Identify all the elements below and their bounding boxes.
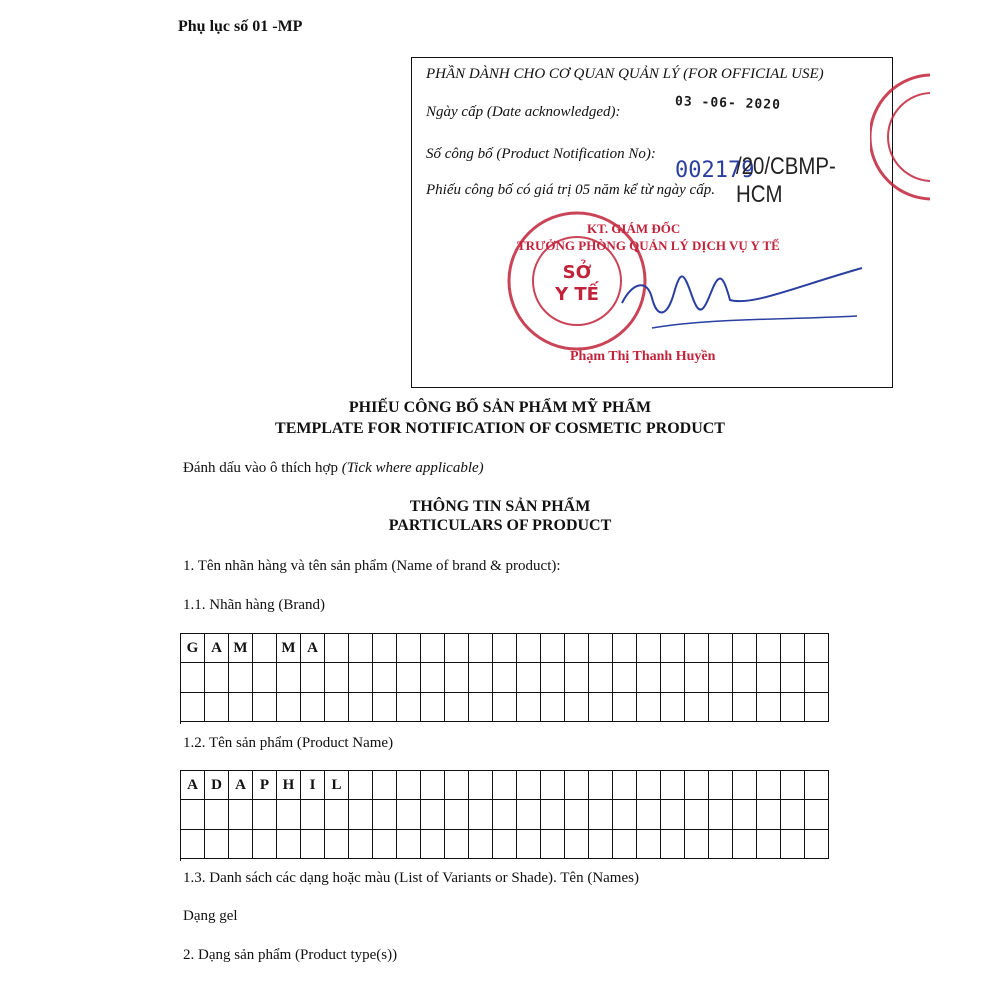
product-name-cell[interactable] <box>589 771 613 800</box>
partial-seal-icon <box>870 62 930 212</box>
item-1-3: 1.3. Danh sách các dạng hoặc màu (List of Variants or Shade). Tên (Names) <box>183 870 639 886</box>
product-name-cell[interactable] <box>205 830 229 859</box>
product-name-cell[interactable] <box>493 830 517 859</box>
brand-cell[interactable] <box>781 663 805 692</box>
product-name-cell[interactable] <box>685 771 709 800</box>
product-name-cell[interactable] <box>805 771 829 800</box>
product-name-cell[interactable] <box>565 800 589 829</box>
product-name-cell[interactable] <box>661 830 685 859</box>
product-name-cell[interactable] <box>805 830 829 859</box>
brand-cell[interactable] <box>805 634 829 663</box>
brand-cell[interactable] <box>805 663 829 692</box>
product-name-cell[interactable] <box>421 771 445 800</box>
product-name-cell[interactable] <box>781 800 805 829</box>
brand-cell[interactable] <box>277 693 301 722</box>
product-name-grid[interactable] <box>180 770 829 861</box>
product-name-cell[interactable]: H <box>277 771 301 800</box>
product-name-cell[interactable] <box>517 830 541 859</box>
product-name-cell[interactable]: D <box>205 771 229 800</box>
annex-label: Phụ lục số 01 -MP <box>178 18 303 35</box>
product-name-cell[interactable] <box>421 830 445 859</box>
svg-text:Y TẾ: Y TẾ <box>555 284 599 305</box>
product-name-cell[interactable] <box>709 830 733 859</box>
product-name-cell[interactable] <box>733 830 757 859</box>
brand-cell[interactable] <box>445 663 469 692</box>
tick-instruction-en: (Tick where applicable) <box>341 460 484 476</box>
brand-cell[interactable] <box>397 693 421 722</box>
brand-cell[interactable] <box>253 693 277 722</box>
tick-instruction-vi: Đánh dấu vào ô thích hợp <box>183 460 342 476</box>
brand-cell[interactable] <box>781 693 805 722</box>
date-acknowledged-value: 03 -06- 2020 <box>674 94 782 113</box>
brand-cell[interactable] <box>397 663 421 692</box>
brand-cell[interactable] <box>733 634 757 663</box>
brand-cell[interactable] <box>229 663 253 692</box>
brand-cell[interactable] <box>469 634 493 663</box>
brand-cell[interactable] <box>613 663 637 692</box>
product-name-cell[interactable] <box>493 771 517 800</box>
brand-cell[interactable] <box>397 634 421 663</box>
brand-cell[interactable] <box>709 693 733 722</box>
brand-cell[interactable] <box>445 693 469 722</box>
brand-cell[interactable] <box>685 634 709 663</box>
product-name-cell[interactable] <box>445 771 469 800</box>
product-name-cell[interactable] <box>253 830 277 859</box>
product-name-cell[interactable] <box>349 771 373 800</box>
brand-cell[interactable] <box>349 663 373 692</box>
section-title-vi: THÔNG TIN SẢN PHẨM <box>409 498 591 515</box>
brand-cell[interactable] <box>685 663 709 692</box>
product-name-cell[interactable] <box>397 830 421 859</box>
brand-cell[interactable] <box>493 634 517 663</box>
product-name-cell[interactable] <box>541 771 565 800</box>
product-name-cell[interactable] <box>517 800 541 829</box>
brand-cell[interactable]: M <box>229 634 253 663</box>
brand-cell[interactable] <box>541 663 565 692</box>
product-name-cell[interactable] <box>301 800 325 829</box>
product-name-cell[interactable] <box>589 830 613 859</box>
product-name-cell[interactable] <box>637 830 661 859</box>
brand-cell[interactable] <box>757 693 781 722</box>
brand-cell[interactable] <box>661 634 685 663</box>
brand-cell[interactable]: M <box>277 634 301 663</box>
brand-cell[interactable] <box>565 663 589 692</box>
notification-number-handwritten: 002179 <box>675 158 755 183</box>
product-name-cell[interactable] <box>229 800 253 829</box>
brand-cell[interactable] <box>757 663 781 692</box>
brand-cell[interactable] <box>277 663 301 692</box>
brand-cell[interactable] <box>757 634 781 663</box>
brand-cell[interactable] <box>637 634 661 663</box>
product-name-cell[interactable] <box>253 800 277 829</box>
brand-cell[interactable] <box>565 634 589 663</box>
brand-cell[interactable] <box>301 693 325 722</box>
tick-instruction <box>183 460 484 477</box>
form-title-vi: PHIẾU CÔNG BỐ SẢN PHẨM MỸ PHẨM <box>348 399 652 416</box>
notification-number-label: Số công bố (Product Notification No): <box>426 146 656 162</box>
signer-title-2: TRƯỞNG PHÒNG QUẢN LÝ DỊCH VỤ Y TẾ <box>517 238 780 253</box>
product-name-cell[interactable] <box>733 800 757 829</box>
product-name-cell[interactable] <box>469 800 493 829</box>
product-name-cell[interactable] <box>613 800 637 829</box>
product-name-cell[interactable] <box>397 771 421 800</box>
brand-cell[interactable] <box>301 663 325 692</box>
official-use-box <box>411 57 893 388</box>
product-name-cell[interactable] <box>805 800 829 829</box>
product-name-cell[interactable] <box>301 830 325 859</box>
svg-text:SỞ: SỞ <box>562 262 592 283</box>
official-use-heading: PHẦN DÀNH CHO CƠ QUAN QUẢN LÝ (FOR OFFICIAL USE) <box>426 66 824 82</box>
product-name-cell[interactable] <box>325 800 349 829</box>
product-name-cell[interactable] <box>709 771 733 800</box>
item-1-1: 1.1. Nhãn hàng (Brand) <box>183 597 326 613</box>
brand-cell[interactable] <box>661 663 685 692</box>
brand-cell[interactable] <box>181 663 205 692</box>
product-name-cell[interactable] <box>685 830 709 859</box>
brand-cell[interactable] <box>253 663 277 692</box>
brand-cell[interactable] <box>661 693 685 722</box>
product-name-cell[interactable] <box>493 800 517 829</box>
brand-cell[interactable] <box>637 663 661 692</box>
form-title-en: TEMPLATE FOR NOTIFICATION OF COSMETIC PRODUCT <box>275 420 725 437</box>
product-name-cell[interactable] <box>781 771 805 800</box>
brand-cell[interactable] <box>421 663 445 692</box>
brand-cell[interactable] <box>349 634 373 663</box>
product-name-cell[interactable] <box>637 771 661 800</box>
product-name-cell[interactable] <box>373 830 397 859</box>
brand-cell[interactable] <box>517 634 541 663</box>
product-name-cell[interactable] <box>613 830 637 859</box>
product-name-cell[interactable]: A <box>181 771 205 800</box>
brand-cell[interactable] <box>325 663 349 692</box>
brand-cell[interactable] <box>181 693 205 722</box>
brand-cell[interactable] <box>229 693 253 722</box>
product-name-cell[interactable] <box>685 800 709 829</box>
brand-cell[interactable]: A <box>205 634 229 663</box>
product-name-cell[interactable] <box>277 830 301 859</box>
section-title-en: PARTICULARS OF PRODUCT <box>388 517 612 534</box>
brand-cell[interactable] <box>373 693 397 722</box>
brand-cell[interactable] <box>637 693 661 722</box>
brand-cell[interactable] <box>709 634 733 663</box>
brand-cell[interactable] <box>421 693 445 722</box>
product-name-cell[interactable] <box>181 830 205 859</box>
brand-cell[interactable] <box>685 693 709 722</box>
product-name-cell[interactable] <box>757 830 781 859</box>
product-name-cell[interactable] <box>637 800 661 829</box>
product-name-cell[interactable] <box>277 800 301 829</box>
brand-cell[interactable]: A <box>301 634 325 663</box>
product-name-cell[interactable] <box>757 800 781 829</box>
product-name-cell[interactable] <box>373 771 397 800</box>
product-name-cell[interactable] <box>445 800 469 829</box>
product-name-cell[interactable] <box>781 830 805 859</box>
product-name-cell[interactable] <box>349 830 373 859</box>
brand-cell[interactable] <box>445 634 469 663</box>
brand-cell[interactable] <box>541 634 565 663</box>
item-2: 2. Dạng sản phẩm (Product type(s)) <box>183 947 398 963</box>
product-name-cell[interactable] <box>661 800 685 829</box>
product-name-cell[interactable] <box>661 771 685 800</box>
product-name-cell[interactable] <box>541 800 565 829</box>
product-name-cell[interactable]: P <box>253 771 277 800</box>
brand-cell[interactable] <box>325 634 349 663</box>
brand-cell[interactable] <box>565 693 589 722</box>
brand-cell[interactable] <box>349 693 373 722</box>
brand-cell[interactable] <box>805 693 829 722</box>
product-name-cell[interactable]: L <box>325 771 349 800</box>
product-name-cell[interactable] <box>733 771 757 800</box>
brand-cell[interactable] <box>421 634 445 663</box>
signer-title-1: KT. GIÁM ĐỐC <box>587 221 681 236</box>
product-name-cell[interactable] <box>469 771 493 800</box>
signature-icon <box>612 248 872 338</box>
brand-cell[interactable] <box>733 693 757 722</box>
product-name-cell[interactable] <box>397 800 421 829</box>
validity-note: Phiếu công bố có giá trị 05 năm kể từ ngày cấp. <box>426 182 715 198</box>
product-name-cell[interactable] <box>421 800 445 829</box>
brand-cell[interactable] <box>373 663 397 692</box>
brand-cell[interactable] <box>613 634 637 663</box>
brand-cell[interactable] <box>589 693 613 722</box>
brand-cell[interactable] <box>469 663 493 692</box>
product-name-cell[interactable] <box>469 830 493 859</box>
product-name-cell[interactable]: I <box>301 771 325 800</box>
product-name-cell[interactable] <box>181 800 205 829</box>
signer-name: Phạm Thị Thanh Huyền <box>570 349 716 364</box>
brand-cell[interactable] <box>541 693 565 722</box>
brand-cell[interactable] <box>709 663 733 692</box>
brand-cell[interactable] <box>781 634 805 663</box>
brand-cell[interactable] <box>325 693 349 722</box>
variant-value: Dạng gel <box>183 908 238 924</box>
brand-cell[interactable] <box>589 663 613 692</box>
date-acknowledged-label: Ngày cấp (Date acknowledged): <box>426 104 621 120</box>
product-name-cell[interactable] <box>565 830 589 859</box>
brand-cell[interactable] <box>493 693 517 722</box>
product-name-cell[interactable] <box>517 771 541 800</box>
product-name-cell[interactable] <box>205 800 229 829</box>
brand-cell[interactable]: G <box>181 634 205 663</box>
product-name-cell[interactable] <box>709 800 733 829</box>
product-name-cell[interactable] <box>757 771 781 800</box>
brand-cell[interactable] <box>733 663 757 692</box>
product-name-cell[interactable] <box>445 830 469 859</box>
product-name-cell[interactable] <box>613 771 637 800</box>
brand-cell[interactable] <box>469 693 493 722</box>
brand-cell[interactable] <box>253 634 277 663</box>
brand-cell[interactable] <box>517 693 541 722</box>
product-name-cell[interactable] <box>349 800 373 829</box>
brand-cell[interactable] <box>373 634 397 663</box>
brand-cell[interactable] <box>613 693 637 722</box>
product-name-cell[interactable] <box>229 830 253 859</box>
product-name-cell[interactable] <box>565 771 589 800</box>
item-1: 1. Tên nhãn hàng và tên sản phẩm (Name of brand & product): <box>183 558 561 574</box>
brand-cell[interactable] <box>589 634 613 663</box>
product-name-cell[interactable]: A <box>229 771 253 800</box>
product-name-cell[interactable] <box>589 800 613 829</box>
brand-grid[interactable] <box>180 633 829 724</box>
brand-cell[interactable] <box>205 693 229 722</box>
product-name-cell[interactable] <box>373 800 397 829</box>
product-name-cell[interactable] <box>325 830 349 859</box>
notification-number-suffix: /20/CBMP-HCM <box>736 153 836 208</box>
product-name-cell[interactable] <box>541 830 565 859</box>
brand-cell[interactable] <box>493 663 517 692</box>
brand-cell[interactable] <box>517 663 541 692</box>
item-1-2: 1.2. Tên sản phẩm (Product Name) <box>183 735 394 751</box>
brand-cell[interactable] <box>205 663 229 692</box>
